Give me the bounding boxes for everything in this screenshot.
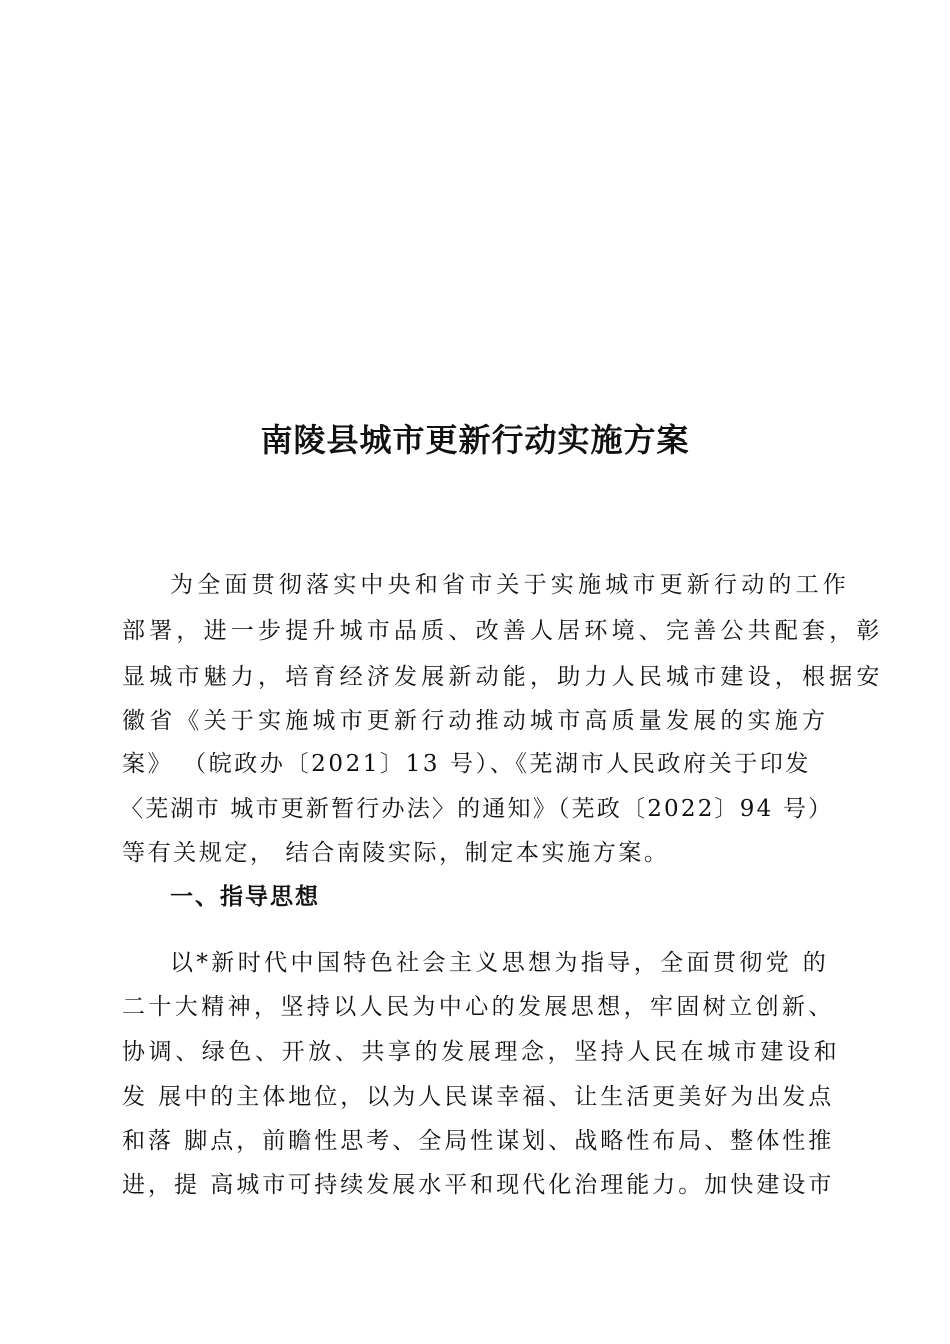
intro-line-3: 显城市魅力，培育经济发展新动能，助力人民城市建设，根据安: [122, 664, 884, 690]
document-title: 南陵县城市更新行动实施方案: [260, 421, 690, 459]
intro-line-1: 为全面贯彻落实中央和省市关于实施城市更新行动的工作: [170, 572, 850, 598]
section1-line-4: 发 展中的主体地位，以为人民谋幸福、让生活更美好为出发点: [122, 1084, 835, 1110]
section1-line-3: 协调、绿色、开放、共享的发展理念，坚持人民在城市建设和: [122, 1039, 841, 1065]
section1-line-2: 二十大精神，坚持以人民为中心的发展思想，牢固树立创新、: [122, 994, 835, 1020]
intro-line-2: 部署，进一步提升城市品质、改善人居环境、完善公共配套，彰: [122, 618, 884, 644]
section1-line-6: 进，提 高城市可持续发展水平和现代化治理能力。加快建设市: [122, 1172, 835, 1198]
section1-line-5: 和落 脚点，前瞻性思考、全局性谋划、战略性布局、整体性推: [122, 1128, 835, 1154]
intro-line-7: 等有关规定， 结合南陵实际，制定本实施方案。: [122, 840, 670, 866]
section1-line-1: 以*新时代中国特色社会主义思想为指导，全面贯彻党 的: [170, 950, 830, 976]
section-heading-guiding-ideology: 一、指导思想: [170, 884, 320, 910]
intro-line-5: 案》 （皖政办〔2021〕13 号）、《芜湖市人民政府关于印发: [122, 751, 812, 777]
intro-line-4: 徽省《关于实施城市更新行动推动城市高质量发展的实施方: [122, 708, 830, 734]
intro-line-6: 〈芜湖市 城市更新暂行办法〉的通知》（芜政〔2022〕94 号）: [120, 796, 834, 822]
